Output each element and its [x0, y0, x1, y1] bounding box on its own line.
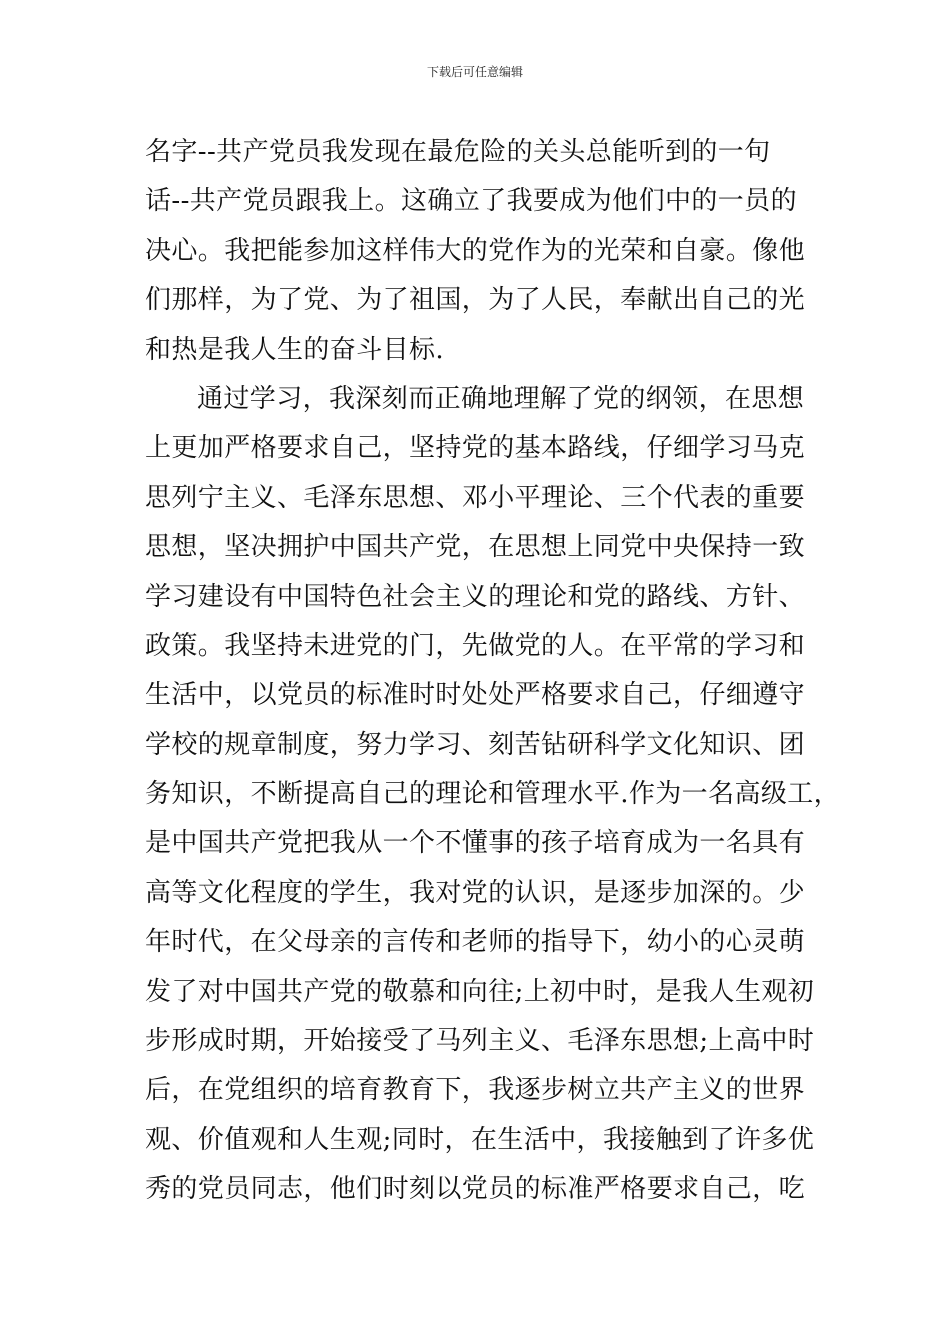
text-line: 发了对中国共产党的敬慕和向往;上初中时，是我人生观初 [145, 976, 815, 1007]
text-line: 思列宁主义、毛泽东思想、邓小平理论、三个代表的重要 [145, 482, 806, 513]
text-line: 生活中，以党员的标准时时处处严格要求自己，仔细遵守 [145, 680, 806, 711]
text-line: 学习建设有中国特色社会主义的理论和党的路线、方针、 [145, 581, 806, 612]
text-line: 思想，坚决拥护中国共产党，在思想上同党中央保持一致 [145, 532, 806, 563]
paragraph-first-line: 通过学习，我深刻而正确地理解了党的纲领，在思想 [197, 383, 805, 414]
text-line: 步形成时期，开始接受了马列主义、毛泽东思想;上高中时 [145, 1026, 815, 1057]
text-line: 和热是我人生的奋斗目标. [145, 334, 445, 365]
text-line: 学校的规章制度，努力学习、刻苦钻研科学文化知识、团 [145, 729, 806, 760]
text-line: 高等文化程度的学生，我对党的认识，是逐步加深的。少 [145, 877, 806, 908]
text-line: 名字--共产党员我发现在最危险的关头总能听到的一句 [145, 137, 771, 167]
text-line: 后，在党组织的培育教育下，我逐步树立共产主义的世界 [145, 1075, 806, 1106]
text-line: 务知识，不断提高自己的理论和管理水平.作为一名高级工， [145, 779, 841, 810]
text-line: 决心。我把能参加这样伟大的党作为的光荣和自豪。像他 [145, 235, 806, 266]
text-line: 上更加严格要求自己，坚持党的基本路线，仔细学习马克 [145, 433, 806, 464]
text-line: 年时代，在父母亲的言传和老师的指导下，幼小的心灵萌 [145, 927, 806, 958]
text-line: 政策。我坚持未进党的门，先做党的人。在平常的学习和 [145, 630, 806, 661]
text-line: 观、价值观和人生观;同时，在生活中，我接触到了许多优 [145, 1124, 815, 1155]
text-line: 是中国共产党把我从一个不懂事的孩子培育成为一名具有 [145, 828, 806, 859]
text-line: 话--共产党员跟我上。这确立了我要成为他们中的一员的 [145, 186, 797, 217]
page-header: 下载后可任意编辑 [426, 65, 523, 79]
body-text [145, 128, 841, 1215]
text-line: 秀的党员同志，他们时刻以党员的标准严格要求自己，吃 [145, 1174, 806, 1205]
text-line: 们那样，为了党、为了祖国，为了人民，奉献出自己的光 [145, 285, 806, 316]
